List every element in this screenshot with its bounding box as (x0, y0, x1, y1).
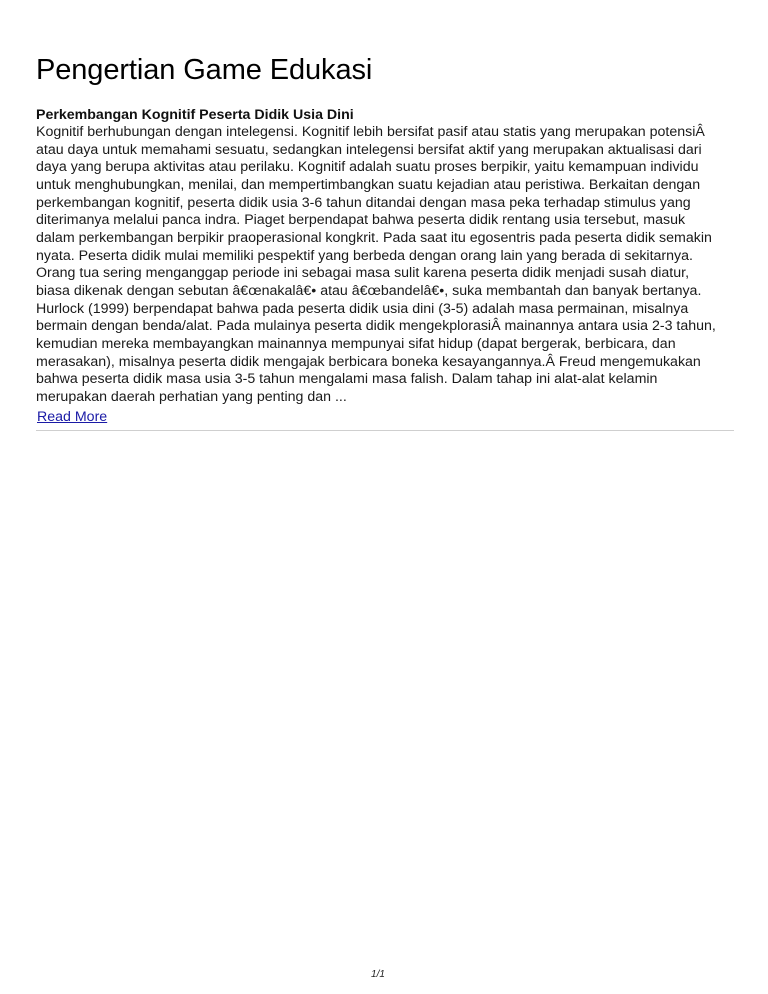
page-title: Pengertian Game Edukasi (36, 54, 373, 86)
page-number: 1/1 (371, 969, 385, 980)
read-more-link[interactable]: Read More (37, 408, 108, 425)
article-heading: Perkembangan Kognitif Peserta Didik Usia Dini (36, 107, 354, 123)
article (36, 106, 734, 426)
divider (36, 430, 734, 431)
article-body: Kognitif berhubungan dengan intelegensi. Kognitif lebih bersifat pasif atau statis yang merupakan potensiÂ atau daya untuk memahami sesuatu, sedangkan intelegensi bersifat aktif yang merupakan aktualisasi dari daya yang berupa aktivitas atau perilaku. Kognitif adalah suatu proses berpikir, yaitu kemampuan individu untuk menghubungkan, menilai, dan mempertimbangkan suatu kejadian atau peristiwa. Berkaitan dengan perkembangan kognitif, peserta didik usia 3-6 tahun ditandai dengan masa peka terhadap stimulus yang diterimanya melalui panca indra. Piaget berpendapat bahwa peserta didik rentang usia tersebut, masuk dalam perkembangan berpikir praoperasional kongkrit. Pada saat itu egosentris pada peserta didik semakin nyata. Peserta didik mulai memiliki pespektif yang berbeda dengan orang lain yang berada di sekitarnya. Orang tua sering menganggap periode ini sebagai masa sulit karena peserta didik menjadi susah diatur, biasa dikenak dengan sebutan â€œnakalâ€• atau â€œbandelâ€•, suka membantah dan banyak bertanya. Hurlock (1999) berpendapat bahwa pada peserta didik usia dini (3-5) adalah masa permainan, misalnya bermain dengan benda/alat. Pada mulainya peserta didik mengekplorasiÂ mainannya antara usia 2-3 tahun, kemudian mereka membayangkan mainannya mempunyai sifat hidup (dapat bergerak, berbicara, dan merasakan), misalnya peserta didik mengajak berbicara boneka kesayangannya.Â Freud mengemukakan bahwa peserta didik masa usia 3-5 tahun mengalami masa falish. Dalam tahap ini alat-alat kelamin merupakan daerah perhatian yang penting dan ... (36, 124, 716, 405)
